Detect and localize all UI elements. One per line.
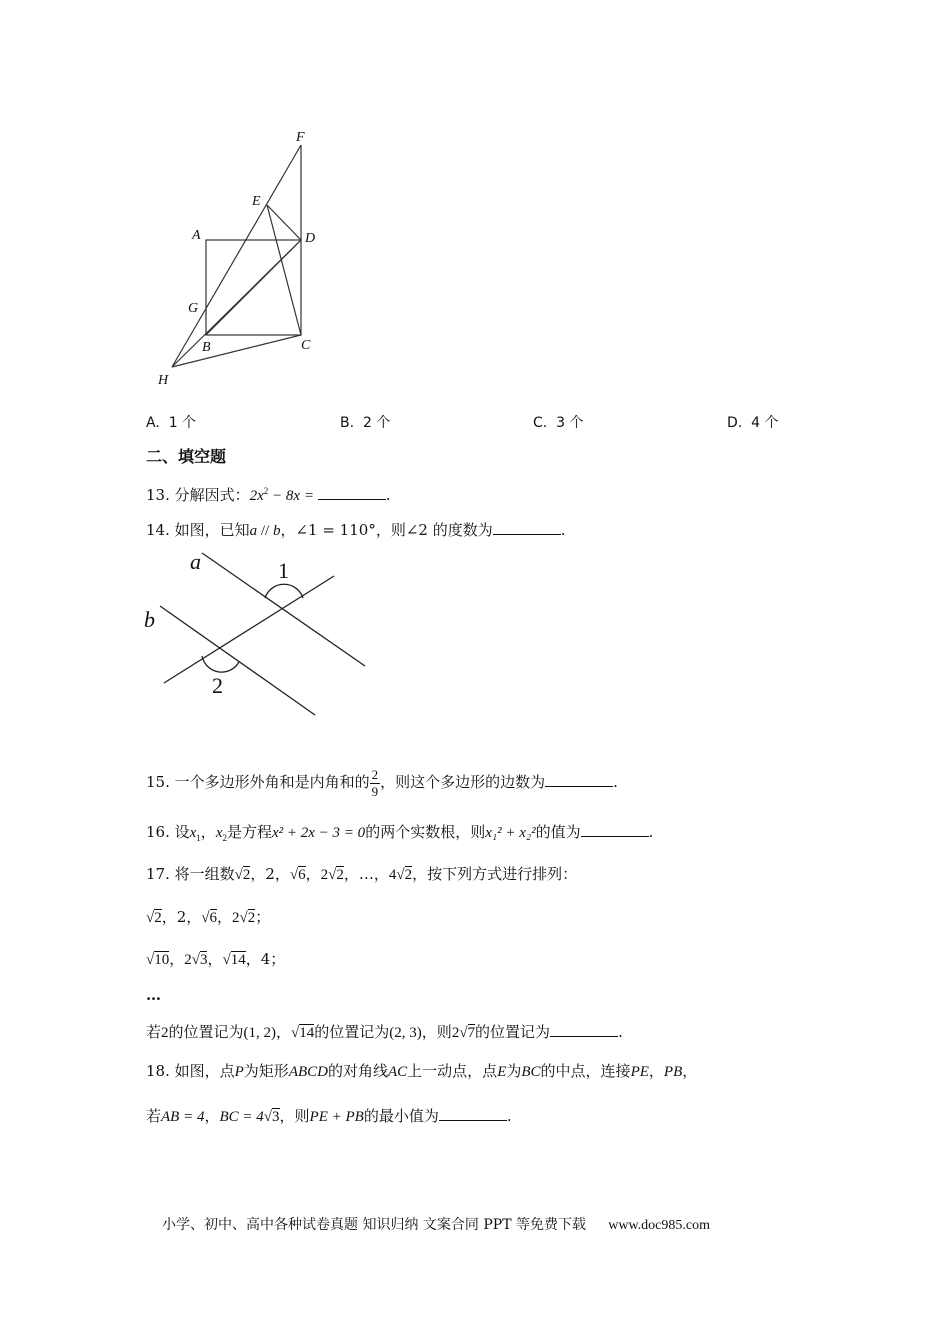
question-15: 15. 一个多边形外角和是内角和的 $\frac{2}{9}$ ，则这个多边形的边数为 . [146, 766, 618, 799]
transversal-line [164, 576, 334, 683]
label-a: A [192, 228, 201, 243]
option-d: D. 4 个 [727, 415, 779, 431]
answer-blank [493, 518, 561, 535]
question-17-row-1: √2，2，√6，2√2； [146, 908, 271, 926]
option-a: A. 1 个 [146, 415, 197, 431]
answer-blank [439, 1104, 507, 1121]
footer-site-link[interactable]: www.doc985.com [608, 1218, 710, 1233]
label-b-line: b [144, 607, 155, 632]
label-a-line: a [190, 549, 201, 574]
parallel-lines-figure [140, 548, 380, 723]
question-16: 16. 设$x_1$，$x_2$是方程x² + 2x − 3 = 0的两个实数根，则x₁² + x₂²的值为 . [146, 820, 653, 849]
option-b: B. 2 个 [340, 415, 391, 431]
line-hc [172, 335, 301, 367]
question-13: 13. 分解因式：$2x^2 - 8x$ = . [146, 480, 390, 507]
page-footer: 小学、初中、高中各种试卷真题 知识归纳 文案合同 PPT 等免费下载 www.doc985.com [162, 1217, 710, 1233]
question-14: 14. 如图，已知a // b，∠1 = 110°，则∠2 的度数为 . [146, 518, 565, 542]
option-c: C. 3 个 [533, 415, 584, 431]
label-f: F [296, 130, 305, 145]
answer-blank [318, 483, 386, 500]
label-b: B [202, 340, 211, 355]
answer-blank [550, 1020, 618, 1037]
label-angle-2: 2 [212, 673, 223, 698]
question-17-dots: … [146, 986, 161, 1004]
line-ec [267, 205, 301, 335]
label-c: C [301, 338, 311, 353]
question-17-ask: 若2的位置记为(1, 2)，√14的位置记为(2, 3)，则2√7的位置记为 . [146, 1020, 623, 1044]
answer-blank [581, 820, 649, 837]
line-b [160, 606, 315, 715]
angle-1-arc [265, 584, 303, 598]
question-17-row-2: √10，2√3，√14，4； [146, 950, 286, 968]
label-g: G [188, 301, 199, 316]
geometry-figure-square [150, 125, 330, 395]
label-angle-1: 1 [278, 558, 289, 583]
label-d: D [305, 231, 316, 246]
answer-blank [545, 770, 613, 787]
question-18-line-2: 若AB = 4，BC = 4√3，则PE + PB的最小值为 . [146, 1104, 512, 1128]
fraction: $\frac{2}{9}$ [371, 766, 379, 799]
section-title: 二、填空题 [146, 447, 227, 466]
question-18-line-1: 18. 如图，点P为矩形ABCD的对角线AC上一动点，点E为BC的中点，连接PE，PB， [146, 1062, 698, 1080]
label-h: H [158, 373, 169, 388]
question-17-intro: 17. 将一组数√2，2，√6，2√2，…，4√2，按下列方式进行排列： [146, 865, 578, 883]
line-fh [172, 145, 301, 367]
label-e: E [252, 194, 261, 209]
